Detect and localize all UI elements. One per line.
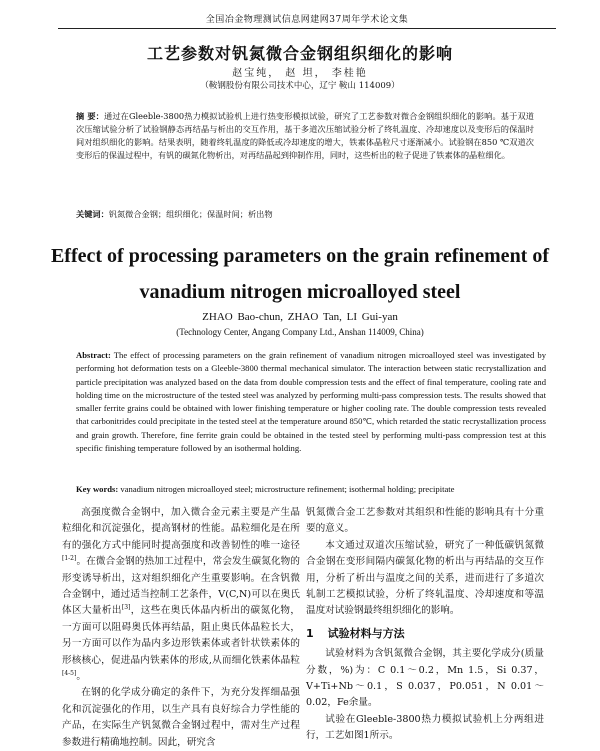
section-heading — [306, 626, 544, 642]
chinese-affiliation: （鞍钢股份有限公司技术中心，辽宁 鞍山 114009） — [200, 81, 400, 91]
chinese-abstract-text: 通过在Gleeble-3800热力模拟试验机上进行热变形模拟试验，研究了工艺参数对微合金钢组织细化的影响。基于双道次压缩试验分析了试验钢静态再结晶与析出的交互作用，基于多道次压缩试验分析了终轧温度、冷却速度以及变形后的保温时间对组织细化的影响。结果表明，随着终轧温度的降低或冷却速度的增大，铁素体晶粒尺寸逐渐减小。试验钢在850 ℃双道次变形后的保温过程中，有钒的碳氮化物析出，对再结晶起到抑制作用，同时，这些析出的粒子促进了铁素体的晶粒细化。 — [76, 111, 534, 160]
citation-ref: [1-2] — [62, 555, 77, 563]
chinese-abstract-label: 摘 要： — [76, 111, 104, 121]
english-title-line-1: Effect of processing parameters on the grain refinement of — [50, 245, 550, 267]
intro-paragraph-3: 钒氮微合金工艺参数对其组织和性能的影响具有十分重要的意义。 — [306, 507, 544, 535]
materials-paragraph: 试验材料为含钒氮微合金钢，其主要化学成分(质量分数，%)为：C 0.1～0.2，Mn 1.5，Si 0.37，V+Ti+Nb～0.1，S 0.037，P0.051，N 0.01～0.02，Fe余量。 — [306, 648, 544, 709]
intro-p1-text-a: 高强度微合金钢中，加入微合金元素主要是产生晶粒细化和沉淀强化，提高钢材的性能。晶粒细化是在所有的强化方式中能同时提高强度和改善韧性的唯一途径 — [62, 507, 300, 551]
intro-paragraph-1 — [62, 505, 300, 685]
section-title: 试验材料与方法 — [327, 626, 405, 640]
intro-p1-text-c: ，这些在奥氏体晶内析出的碳氮化物，一方面可以阻碍奥氏体再结晶，阻止奥氏体晶粒长大，另一方面可以作为晶内多边形铁素体或者针状铁素体的形核核心，促进晶内铁素体的形成,从而细化铁素体晶粒 — [62, 605, 301, 666]
body-column-left — [62, 505, 300, 751]
body-column-right — [306, 505, 544, 745]
chinese-keywords — [76, 209, 534, 220]
running-head: 全国冶金物理测试信息网建网37周年学术论文集 — [58, 12, 556, 29]
citation-ref: [4-5] — [62, 669, 77, 677]
chinese-keywords-label: 关键词： — [76, 209, 109, 219]
chinese-authors: 赵宝纯， 赵 坦， 李桂艳 — [232, 68, 368, 79]
intro-paragraph-2: 在钢的化学成分确定的条件下，为充分发挥细晶强化和沉淀强化的作用，以生产具有良好综合力学性能的产品，在实际生产钒氮微合金钢过程中，需对生产过程参数进行精确地控制。因此，研究含 — [62, 687, 300, 748]
english-abstract-text: The effect of processing parameters on the grain refinement of vanadium nitrogen microalloyed steel was investigated by performing hot deformation tests on a Gleeble-3800 thermal mechanical simulator. The interaction between static recrystallization and particle precipitation was analyzed based on the data from double compression tests and the effect of final temperature, cooling rate and holding time on the microstructure of the tested steel was analyzed by performing multi-pass compression tests. The results showed that smaller ferrite grains could be obtained with lower finishing temperature or higher cooling rate. The double compression tests revealed that carbonitrides could precipitate in the tested steel at the temperature around 850℃, which retarded the static recrystallization process and grain growth. Therefore, fine ferrite grain could be obtained in the tested steel by performing multi-pass compression test at this specific finishing temperature followed by an isothermal holding. — [76, 350, 546, 454]
citation-ref: [3] — [121, 604, 131, 612]
english-title-line-2: vanadium nitrogen microalloyed steel — [139, 281, 461, 303]
english-abstract-label: Abstract: — [76, 350, 111, 360]
intro-p1-text-b: 。在微合金钢的热加工过程中，常会发生碳氮化物的形变诱导析出，这对组织细化产生重要影响。在含钒微合金钢中，通过适当控制工艺条件，V(C,N)可以在奥氏体区大量析出 — [62, 556, 300, 617]
english-keywords-label: Key words: — [76, 484, 119, 494]
english-authors: ZHAO Bao-chun, ZHAO Tan, LI Gui-yan — [202, 311, 398, 323]
intro-paragraph-4: 本文通过双道次压缩试验，研究了一种低碳钒氮微合金钢在变形间隔内碳氮化物的析出与再结晶的交互作用，分析了析出与温度之间的关系，进而进行了多道次轧制工艺模拟试验，分析了终轧温度、冷却速度和等温温度对试验钢最终组织细化的影响。 — [306, 539, 544, 617]
english-keywords-text: vanadium nitrogen microalloyed steel; microstructure refinement; isothermal holding; precipitate — [120, 484, 455, 494]
english-affiliation: (Technology Center, Angang Company Ltd., Anshan 114009, China) — [176, 327, 424, 337]
english-abstract — [76, 349, 546, 455]
chinese-keywords-text: 钒氮微合金钢；组织细化；保温时间；析出物 — [108, 209, 273, 219]
section-number: 1 — [306, 626, 314, 640]
english-keywords — [76, 484, 546, 494]
chinese-title: 工艺参数对钒氮微合金钢组织细化的影响 — [146, 44, 453, 63]
methods-paragraph: 试验在Gleeble-3800热力模拟试验机上分两组进行，工艺如图1所示。 — [306, 713, 544, 742]
chinese-abstract — [76, 110, 534, 162]
intro-p1-text-d: 。 — [76, 671, 86, 683]
english-title — [0, 238, 600, 310]
